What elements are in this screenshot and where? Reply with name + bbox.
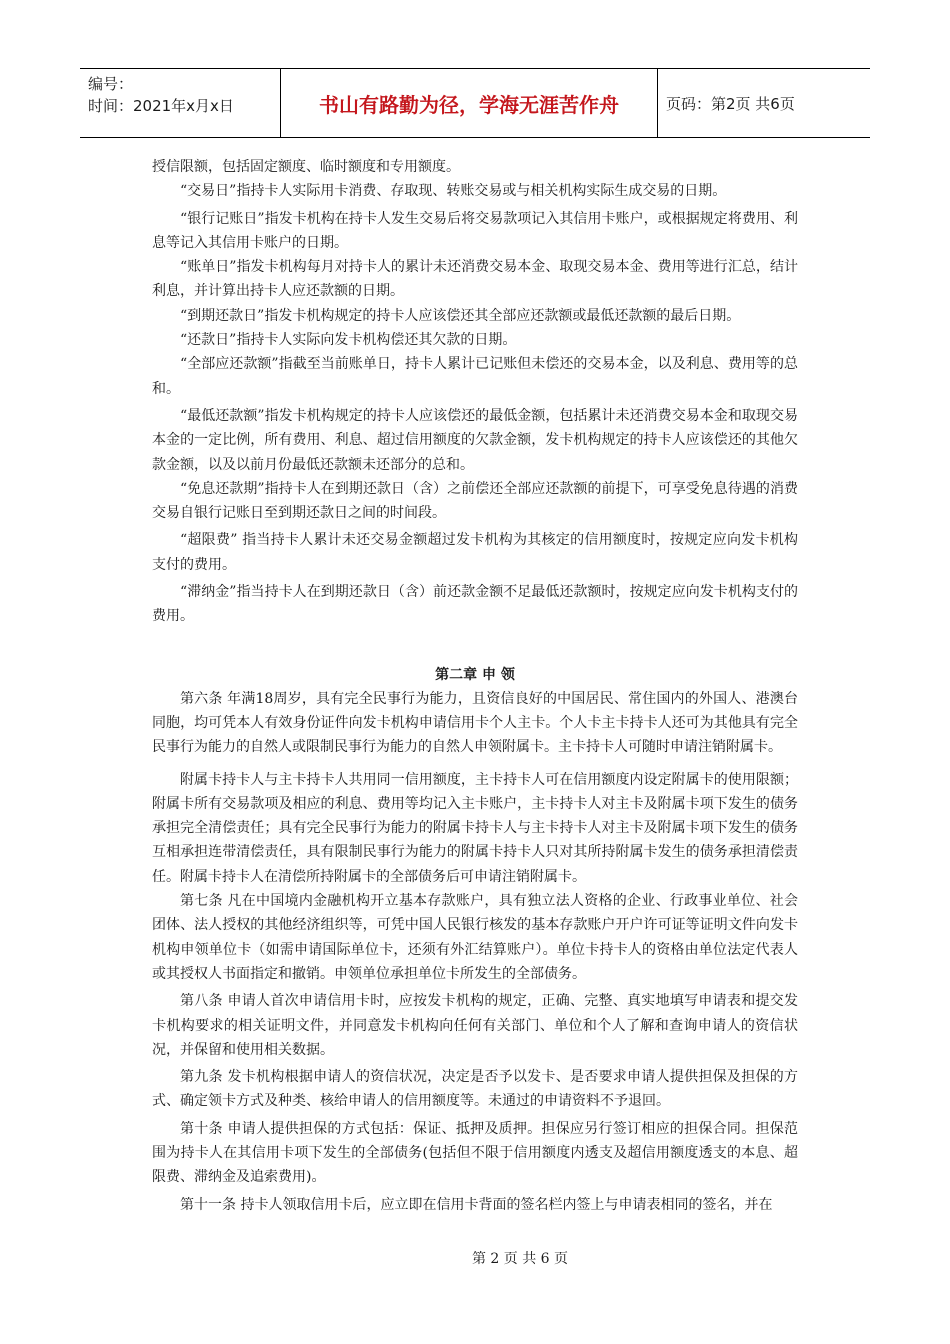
definition-paragraph: “还款日”指持卡人实际向发卡机构偿还其欠款的日期。 — [180, 332, 517, 349]
header-motto: 书山有路勤为径，学海无涯苦作舟 — [280, 69, 658, 137]
header-meta — [80, 69, 280, 137]
definition-paragraph: “银行记账日”指发卡机构在持卡人发生交易后将交易款项记入其信用卡账户，或根据规定将费用、利息等记入其信用卡账户的日期。 — [152, 210, 798, 251]
article-paragraph: 第六条 年满18周岁，具有完全民事行为能力，且资信良好的中国居民、常住国内的外国人、港澳台同胞，均可凭本人有效身份证件向发卡机构申请信用卡个人主卡。个人卡主卡持卡人还可为其他具有完全民事行为能力的自然人或限制民事行为能力的自然人申领附属卡。主卡持卡人可随时申请注销附属卡。 — [152, 690, 798, 756]
article-paragraph: 第七条 凡在中国境内金融机构开立基本存款账户，具有独立法人资格的企业、行政事业单位、社会团体、法人授权的其他经济组织等，可凭中国人民银行核发的基本存款账户开户许可证等证明文件向发卡机构申领单位卡（如需申请国际单位卡，还须有外汇结算账户）。单位卡持卡人的资格由单位法定代表人或其授权人书面指定和撤销。申领单位承担单位卡所发生的全部债务。 — [152, 893, 798, 982]
definition-paragraph: “账单日”指发卡机构每月对持卡人的累计未还消费交易本金、取现交易本金、费用等进行汇总，结计利息，并计算出持卡人应还款额的日期。 — [152, 259, 798, 300]
definition-paragraph: “全部应还款额”指截至当前账单日，持卡人累计已记账但未偿还的交易本金，以及利息、费用等的总和。 — [152, 356, 798, 397]
page-header — [80, 68, 870, 138]
definition-paragraph: “交易日”指持卡人实际用卡消费、存取现、转账交易或与相关机构实际生成交易的日期。 — [180, 183, 727, 200]
page-footer: 第 2 页 共 6 页 — [471, 1251, 569, 1267]
definition-paragraph: 授信限额，包括固定额度、临时额度和专用额度。 — [152, 159, 460, 175]
article-paragraph: 附属卡持卡人与主卡持卡人共用同一信用额度，主卡持卡人可在信用额度内设定附属卡的使用限额；附属卡所有交易款项及相应的利息、费用等均记入主卡账户，主卡持卡人对主卡及附属卡项下发生的债务承担完全清偿责任；具有完全民事行为能力的附属卡持卡人与主卡持卡人对主卡及附属卡项下发生的债务互相承担连带清偿责任，具有限制民事行为能力的附属卡持卡人只对其所持附属卡发生的债务承担清偿责任。附属卡持卡人在清偿所持附属卡的全部债务后可申请注销附属卡。 — [152, 771, 798, 885]
document-date-label: 时间：2021年x月x日 — [88, 97, 234, 115]
article-paragraph: 第八条 申请人首次申请信用卡时，应按发卡机构的规定，正确、完整、真实地填写申请表和提交发卡机构要求的相关证明文件，并同意发卡机构向任何有关部门、单位和个人了解和查询申请人的资信状况，并保留和使用相关数据。 — [152, 993, 798, 1058]
article-paragraph: 第九条 发卡机构根据申请人的资信状况，决定是否予以发卡、是否要求申请人提供担保及担保的方式、确定领卡方式及种类、核给申请人的信用额度等。未通过的申请资料不予退回。 — [152, 1069, 798, 1110]
article-paragraph: 第十条 申请人提供担保的方式包括：保证、抵押及质押。担保应另行签订相应的担保合同。担保范围为持卡人在其信用卡项下发生的全部债务(包括但不限于信用额度内透支及超信用额度透支的本息、超限费、滞纳金及追索费用)。 — [152, 1120, 798, 1186]
definition-paragraph: “免息还款期”指持卡人在到期还款日（含）之前偿还全部应还款额的前提下，可享受免息待遇的消费交易自银行记账日至到期还款日之间的时间段。 — [152, 480, 798, 522]
document-number-label: 编号： — [88, 75, 134, 93]
chapter-title: 第二章 申 领 — [435, 666, 515, 683]
header-page-number: 页码：第2页 共6页 — [666, 94, 795, 113]
definition-paragraph: “最低还款额”指发卡机构规定的持卡人应该偿还的最低金额，包括累计未还消费交易本金和取现交易本金的一定比例，所有费用、利息、超过信用额度的欠款金额，发卡机构规定的持卡人应该偿还的其他欠款金额，以及以前月份最低还款额未还部分的总和。 — [152, 407, 798, 473]
document-body — [152, 155, 798, 1217]
definition-paragraph: “到期还款日”指发卡机构规定的持卡人应该偿还其全部应还款额或最低还款额的最后日期。 — [180, 307, 741, 324]
article-paragraph: 第十一条 持卡人领取信用卡后，应立即在信用卡背面的签名栏内签上与申请表相同的签名，并在 — [180, 1196, 773, 1213]
definition-paragraph: “滞纳金”指当持卡人在到期还款日（含）前还款金额不足最低还款额时，按规定应向发卡机构支付的费用。 — [152, 584, 798, 625]
definition-paragraph: “超限费” 指当持卡人累计未还交易金额超过发卡机构为其核定的信用额度时，按规定应向发卡机构支付的费用。 — [152, 532, 798, 573]
